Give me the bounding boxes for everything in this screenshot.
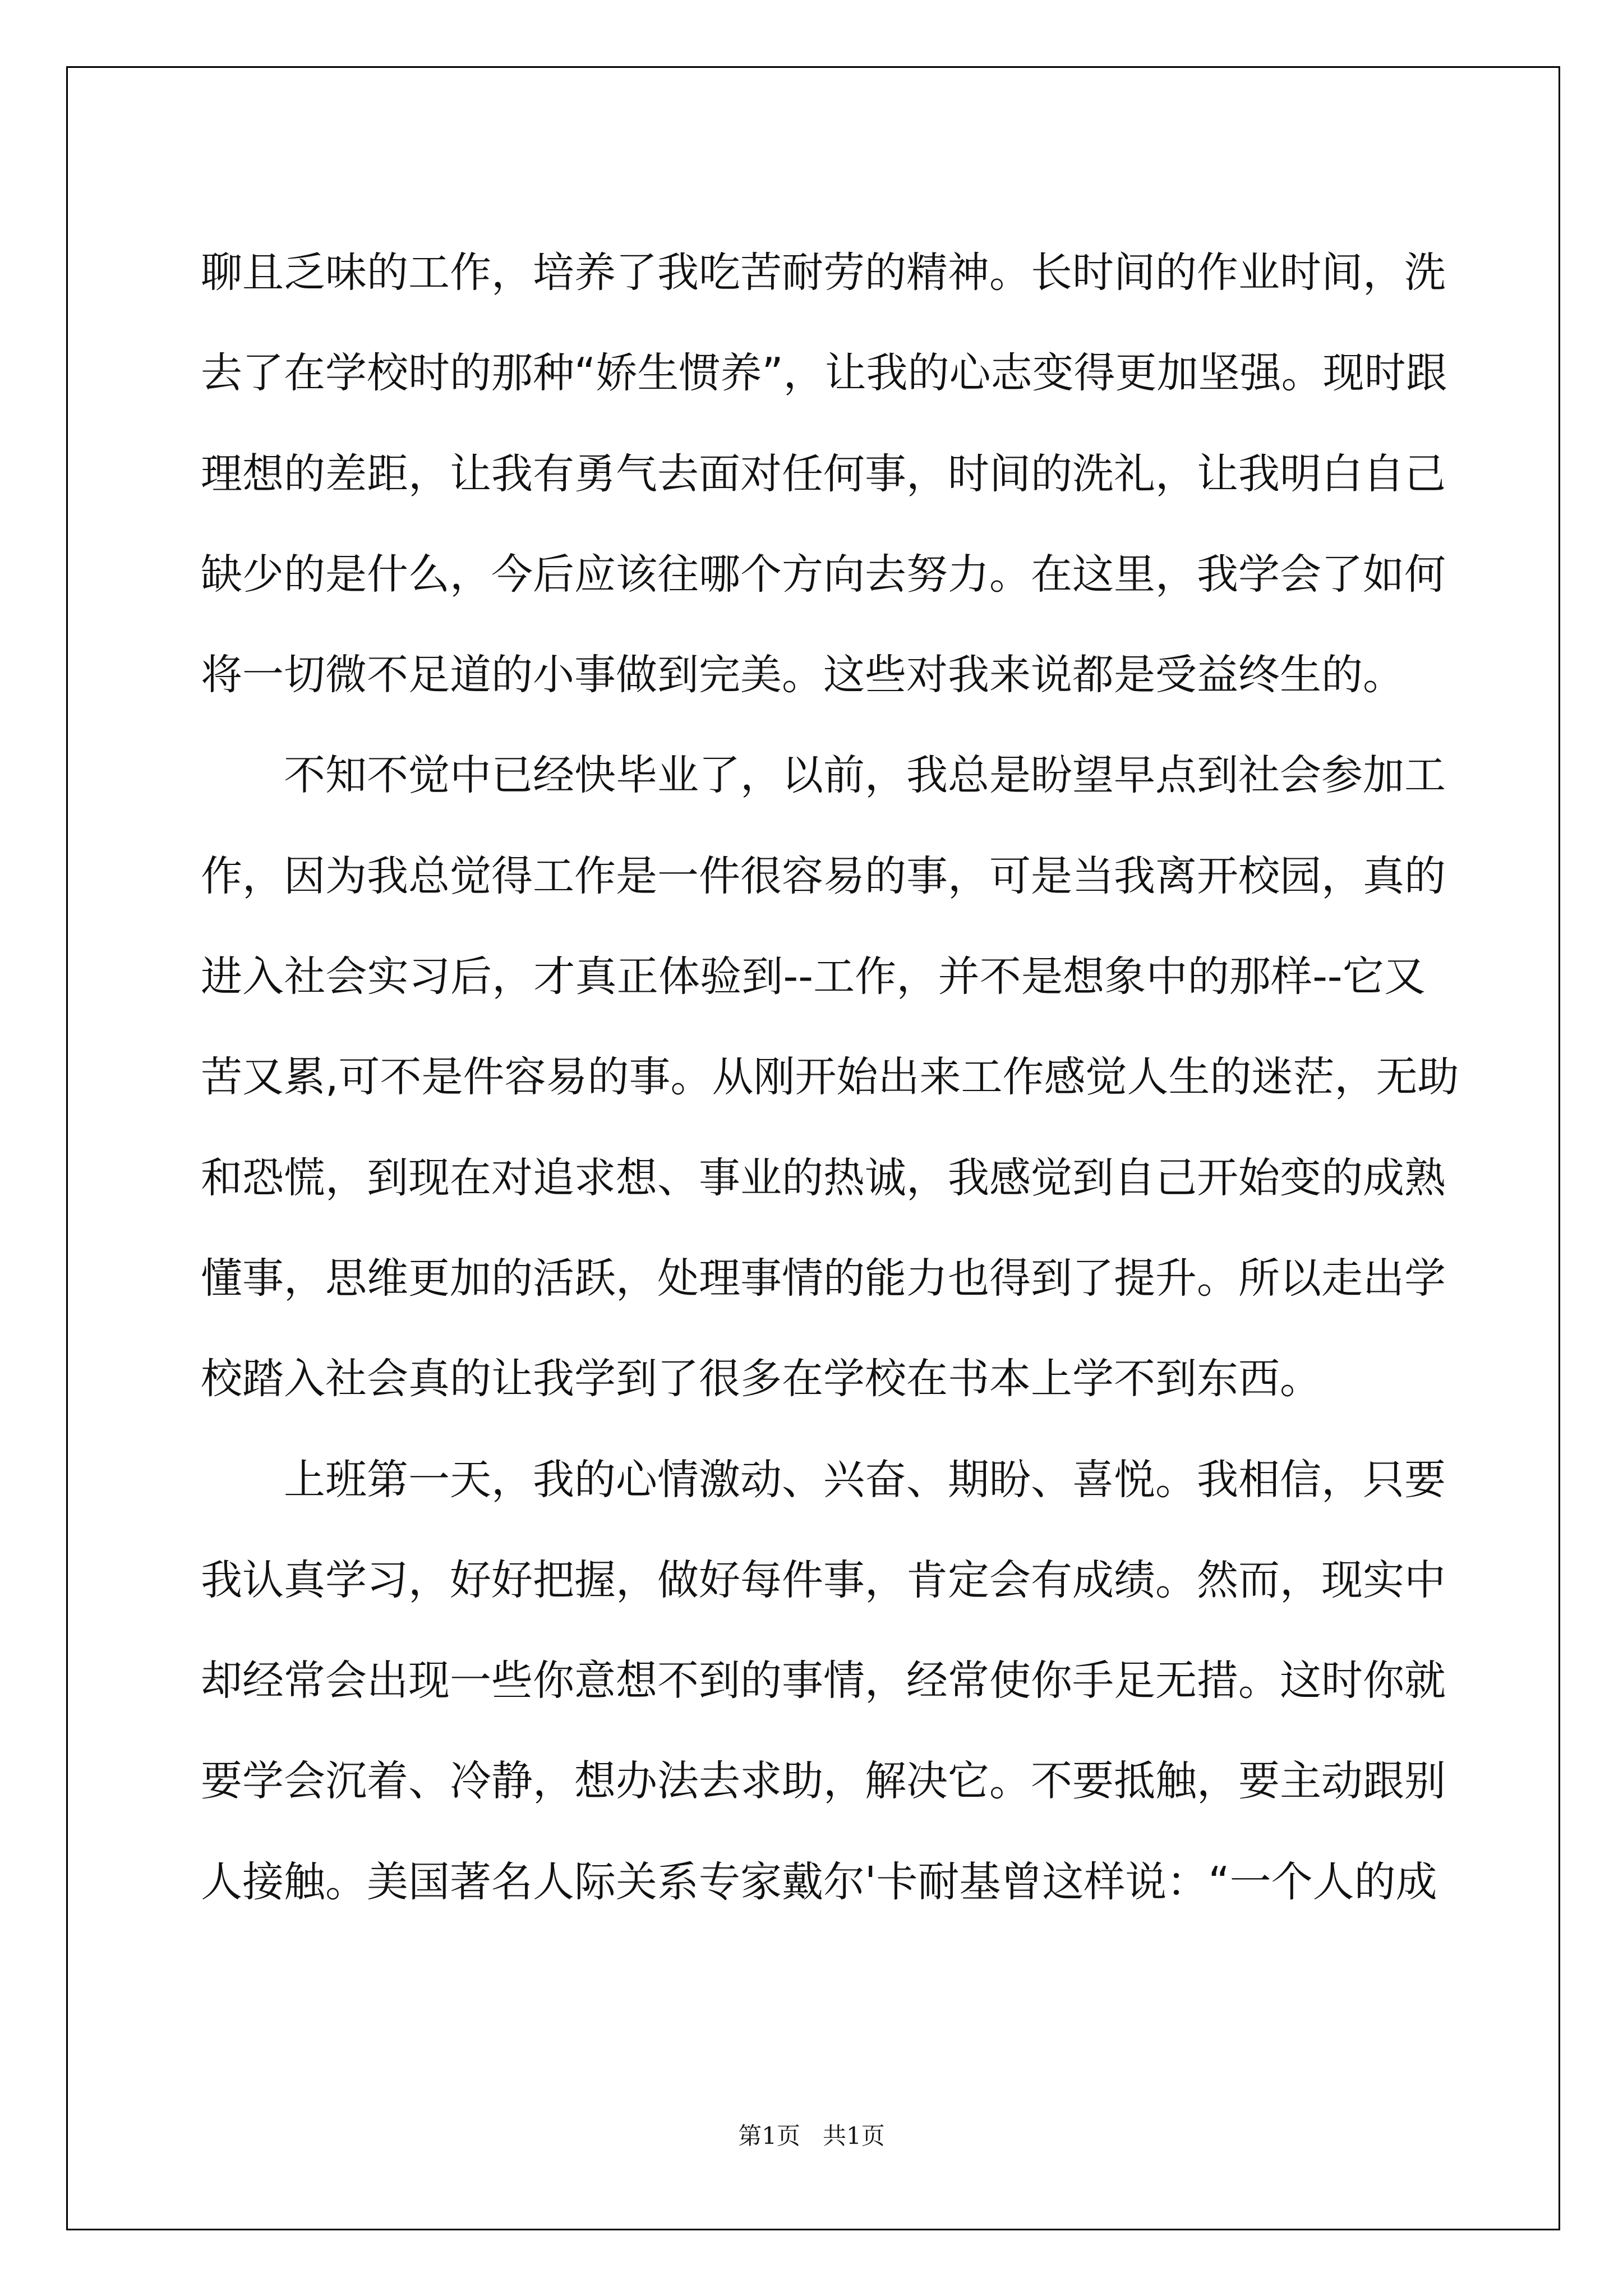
text-line: 理想的差距，让我有勇气去面对任何事，时间的洗礼，让我明白自己 xyxy=(201,449,1446,498)
text-line: 人接触。美国著名人际关系专家戴尔'卡耐基曾这样说：“一个人的成 xyxy=(201,1857,1437,1906)
paragraph-first-line: 上班第一天，我的心情激动、兴奋、期盼、喜悦。我相信，只要 xyxy=(284,1455,1446,1504)
text-line: 进入社会实习后，才真正体验到--工作，并不是想象中的那样--它又 xyxy=(201,953,1426,1001)
text-line: 缺少的是什么，今后应该往哪个方向去努力。在这里，我学会了如何 xyxy=(201,550,1446,599)
text-line: 苦又累,可不是件容易的事。从刚开始出来工作感觉人生的迷茫，无助 xyxy=(201,1053,1459,1102)
paragraph-first-line: 不知不觉中已经快毕业了，以前，我总是盼望早点到社会参加工 xyxy=(284,751,1446,800)
text-line: 聊且乏味的工作，培养了我吃苦耐劳的精神。长时间的作业时间，洗 xyxy=(201,249,1446,297)
text-line: 将一切微不足道的小事做到完美。这些对我来说都是受益终生的。 xyxy=(201,651,1404,700)
text-line: 我认真学习，好好把握，做好每件事，肯定会有成绩。然而，现实中 xyxy=(201,1556,1446,1604)
text-line: 懂事，思维更加的活跃，处理事情的能力也得到了提升。所以走出学 xyxy=(201,1254,1446,1303)
text-line: 作，因为我总觉得工作是一件很容易的事，可是当我离开校园，真的 xyxy=(201,852,1446,900)
page-number: 第1页 共1页 xyxy=(738,2122,885,2150)
text-line: 去了在学校时的那种“娇生惯养”，让我的心志变得更加坚强。现时跟 xyxy=(201,349,1447,398)
text-line: 校踏入社会真的让我学到了很多在学校在书本上学不到东西。 xyxy=(201,1355,1321,1404)
text-line: 却经常会出现一些你意想不到的事情，经常使你手足无措。这时你就 xyxy=(201,1657,1446,1705)
document-body xyxy=(201,223,1459,1932)
text-line: 要学会沉着、冷静，想办法去求助，解决它。不要抵触，要主动跟别 xyxy=(201,1757,1446,1806)
text-line: 和恐慌，到现在对追求想、事业的热诚，我感觉到自己开始变的成熟 xyxy=(201,1153,1446,1202)
